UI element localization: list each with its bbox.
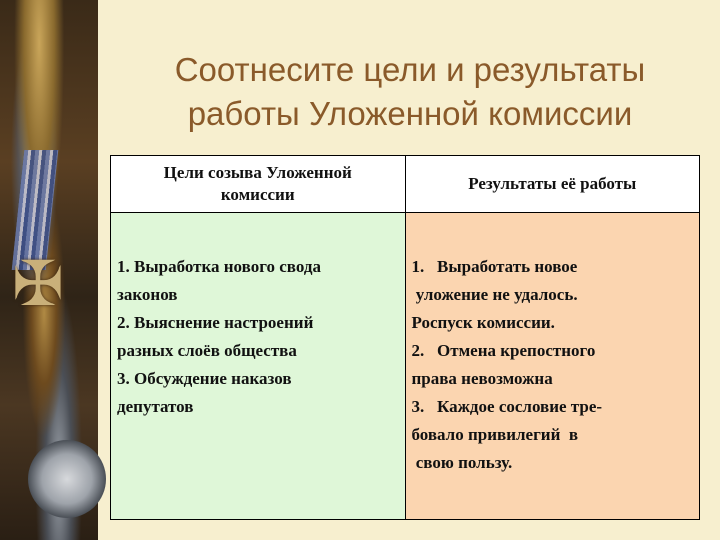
result-1-line-2: уложение не удалось.: [411, 285, 578, 304]
goals-results-table: [110, 155, 700, 520]
result-1-line-3: Роспуск комиссии.: [411, 313, 555, 332]
medal-cross-icon: ✠: [12, 251, 64, 319]
goal-2-line-2: разных слоёв общества: [117, 341, 297, 360]
goal-1-line-1: 1. Выработка нового свода: [117, 257, 321, 276]
title-line-1: Соотнесите цели и результаты: [174, 51, 646, 88]
result-item: [412, 253, 696, 337]
result-item: [412, 393, 696, 477]
header-goals-line-1: Цели созыва Уложенной: [163, 163, 352, 182]
result-3-line-3: свою пользу.: [411, 453, 513, 472]
header-goals-line-2: комиссии: [220, 185, 295, 204]
goal-2-line-1: 2. Выяснение настроений: [117, 313, 314, 332]
result-2-line-2: права невозможна: [411, 369, 553, 388]
table-header-row: [111, 156, 700, 213]
goal-1-line-2: законов: [117, 285, 178, 304]
table-body-row: [111, 213, 700, 520]
goal-item: [117, 309, 399, 365]
title-line-2: работы Уложенной комиссии: [187, 95, 633, 132]
result-3-line-1: 3. Каждое сословие тре-: [411, 397, 603, 416]
result-3-line-2: бовало привилегий в: [411, 425, 579, 444]
header-results: Результаты её работы: [405, 156, 700, 213]
goal-3-line-1: 3. Обсуждение наказов: [117, 369, 292, 388]
header-goals: [111, 156, 406, 213]
goal-item: [117, 253, 399, 309]
decorative-photo-strip: [0, 0, 98, 540]
result-1-line-1: 1. Выработать новое: [411, 257, 578, 276]
results-cell: [405, 213, 700, 520]
slide-title: [110, 48, 710, 136]
goal-3-line-2: депутатов: [117, 397, 194, 416]
goals-cell: [111, 213, 406, 520]
result-2-line-1: 2. Отмена крепостного: [411, 341, 596, 360]
goal-item: [117, 365, 399, 421]
result-item: [412, 337, 696, 393]
compass-icon: [28, 440, 106, 518]
